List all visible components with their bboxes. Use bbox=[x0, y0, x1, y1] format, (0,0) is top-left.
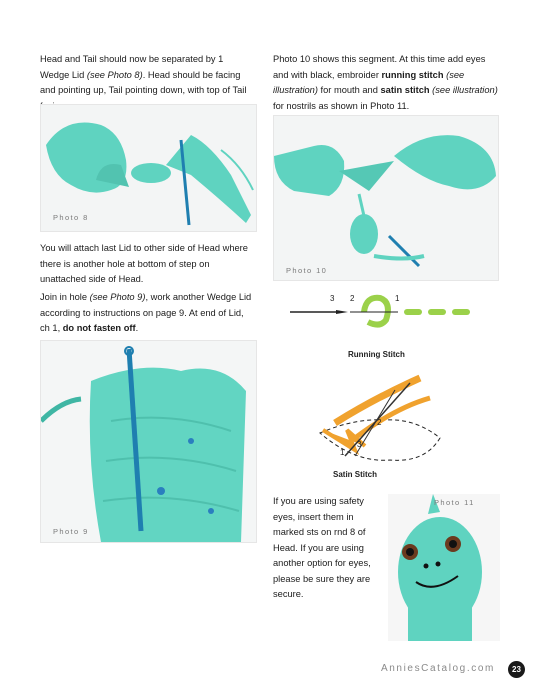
text-run: . bbox=[135, 323, 139, 333]
photo-11 bbox=[388, 494, 500, 641]
left-paragraph-3 bbox=[40, 290, 252, 337]
satin-stitch-number-3: 3 bbox=[357, 440, 362, 449]
photo-11-label: Photo 11 bbox=[434, 498, 475, 507]
illustration-reference: (see illustration) bbox=[432, 85, 498, 95]
page-number: 23 bbox=[508, 661, 525, 678]
running-stitch-number-3: 3 bbox=[330, 294, 335, 303]
text-run: Head and Tail should now be separated by 1 Wedge Lid bbox=[40, 54, 224, 80]
satin-stitch-number-2: 2 bbox=[377, 418, 382, 427]
text-run: , work another Wedge Lid according to instructions on page 9. At end of Lid, ch 1, bbox=[40, 292, 252, 333]
satin-stitch-diagram bbox=[315, 368, 450, 483]
photo-10-image bbox=[274, 116, 498, 280]
photo-reference: (see Photo 8) bbox=[86, 69, 143, 80]
photo-8 bbox=[40, 104, 257, 232]
left-paragraph-2: You will attach last Lid to other side of Head where there is another hole at bottom of step on unattached side of Head. bbox=[40, 243, 248, 284]
footer-site-name: AnniesCatalog.com bbox=[381, 663, 495, 674]
running-stitch-diagram bbox=[288, 290, 488, 370]
right-paragraph-1 bbox=[273, 52, 498, 114]
photo-11-image bbox=[388, 494, 500, 641]
emphasis: running stitch bbox=[381, 69, 444, 80]
satin-stitch-number-1: 1 bbox=[340, 448, 345, 457]
photo-9-image bbox=[41, 341, 256, 542]
photo-10-label: Photo 10 bbox=[286, 266, 328, 275]
photo-8-label: Photo 8 bbox=[53, 213, 89, 222]
text-run: Photo 10 shows this segment. At this time add eyes and with black, embroider bbox=[273, 54, 486, 80]
right-paragraph-2: If you are using safety eyes, insert them in marked sts on rnd 8 of Head. If you are using another option for eyes, please be sure they are secure. bbox=[273, 496, 371, 599]
text-run: . Head should be facing and pointing up, Tail pointing down, with top of Tail bbox=[40, 69, 247, 95]
running-stitch-number-1: 1 bbox=[395, 294, 400, 303]
photo-10 bbox=[273, 115, 499, 281]
running-stitch-illustration bbox=[288, 290, 488, 340]
satin-stitch-caption: Satin Stitch bbox=[333, 470, 378, 479]
photo-reference: (see Photo 9) bbox=[89, 292, 146, 302]
text-run: for nostrils as shown in Photo 11. bbox=[273, 100, 410, 111]
satin-stitch-illustration bbox=[315, 368, 450, 468]
text-run: Join in hole bbox=[40, 292, 90, 302]
emphasis: do not fasten off bbox=[62, 323, 136, 333]
running-stitch-number-2: 2 bbox=[350, 294, 355, 303]
photo-9-label: Photo 9 bbox=[53, 527, 89, 536]
emphasis: satin stitch bbox=[380, 85, 430, 95]
illustration-reference: (see illustration) bbox=[273, 69, 465, 95]
text-run: for mouth and bbox=[317, 85, 381, 95]
running-stitch-caption: Running Stitch bbox=[348, 350, 405, 359]
photo-9 bbox=[40, 340, 257, 543]
